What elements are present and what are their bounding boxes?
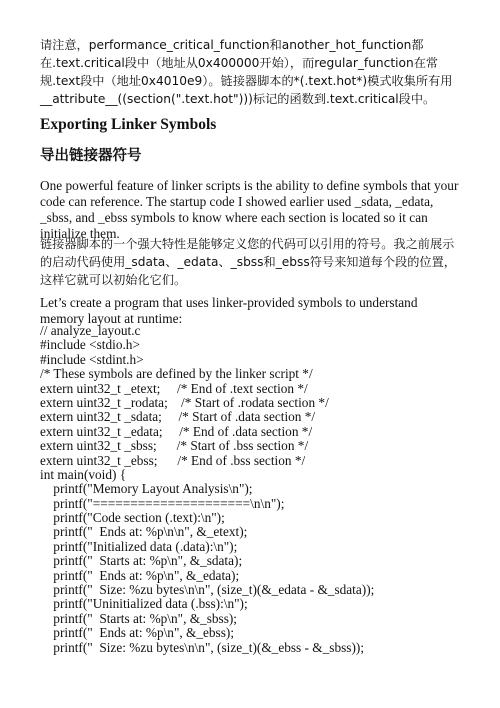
paragraph-linker-symbols-en: One powerful feature of linker scripts is the ability to define symbols that your code can reference. The startup code I showed earlier used _sdata, _edata, _sbss, and _ebss symbols to know where each section is located so it can initialize them. <box>40 178 459 241</box>
paragraph-program-intro: Let’s create a program that uses linker-provided symbols to understand memory layout at runtime: <box>40 295 418 326</box>
code-line: printf(" Starts at: %p\n", &_sbss); <box>40 610 237 626</box>
code-line: printf("Memory Layout Analysis\n"); <box>40 481 253 497</box>
code-line: #include <stdio.h> <box>40 337 140 353</box>
code-line: extern uint32_t _etext; /* End of .text section */ <box>40 380 308 396</box>
code-line: printf("Code section (.text):\n"); <box>40 510 225 526</box>
code-listing <box>40 324 480 655</box>
heading-exporting-linker-symbols-cn: 导出链接器符号 <box>40 148 142 164</box>
code-line: /* These symbols are defined by the linker script */ <box>40 366 313 382</box>
code-line: printf(" Ends at: %p\n", &_ebss); <box>40 625 235 641</box>
code-line: printf("=====================\n\n"); <box>40 495 285 511</box>
code-line: extern uint32_t _rodata; /* Start of .rodata section */ <box>40 394 329 410</box>
code-line: int main(void) { <box>40 466 127 482</box>
code-line: printf(" Ends at: %p\n\n", &_etext); <box>40 524 248 540</box>
code-line: printf(" Starts at: %p\n", &_sdata); <box>40 553 243 569</box>
code-line: extern uint32_t _sdata; /* Start of .data section */ <box>40 409 316 425</box>
code-line: printf(" Size: %zu bytes\n\n", (size_t)(&_ebss - &_sbss)); <box>40 639 365 655</box>
paragraph-section-placement-cn: 请注意，performance_critical_function和another_hot_function都在.text.critical段中（地址从0x400000开始），而regular_function在常规.text段中（地址0x4010e9）。链接器脚本的*(.text.hot*)模式收集所有用__attribute__((section(".text.hot")))标记的函数到.text.critical段中。 <box>40 38 453 106</box>
code-line: extern uint32_t _sbss; /* Start of .bss section */ <box>40 438 309 454</box>
heading-exporting-linker-symbols: Exporting Linker Symbols <box>40 116 217 133</box>
code-line: printf("Uninitialized data (.bss):\n"); <box>40 596 248 612</box>
code-line: printf(" Ends at: %p\n", &_edata); <box>40 567 240 583</box>
code-line: #include <stdint.h> <box>40 351 144 367</box>
paragraph-linker-symbols-cn: 链接器脚本的一个强大特性是能够定义您的代码可以引用的符号。我之前展示的启动代码使用_sdata、_edata、_sbss和_ebss符号来知道每个段的位置，这样它就可以初始化它们。 <box>40 237 456 287</box>
code-line: extern uint32_t _ebss; /* End of .bss section */ <box>40 452 306 468</box>
code-line: printf("Initialized data (.data):\n"); <box>40 538 238 554</box>
code-line: // analyze_layout.c <box>40 323 141 338</box>
code-line: extern uint32_t _edata; /* End of .data section */ <box>40 423 313 439</box>
code-line: printf(" Size: %zu bytes\n\n", (size_t)(&_edata - &_sdata)); <box>40 582 375 598</box>
